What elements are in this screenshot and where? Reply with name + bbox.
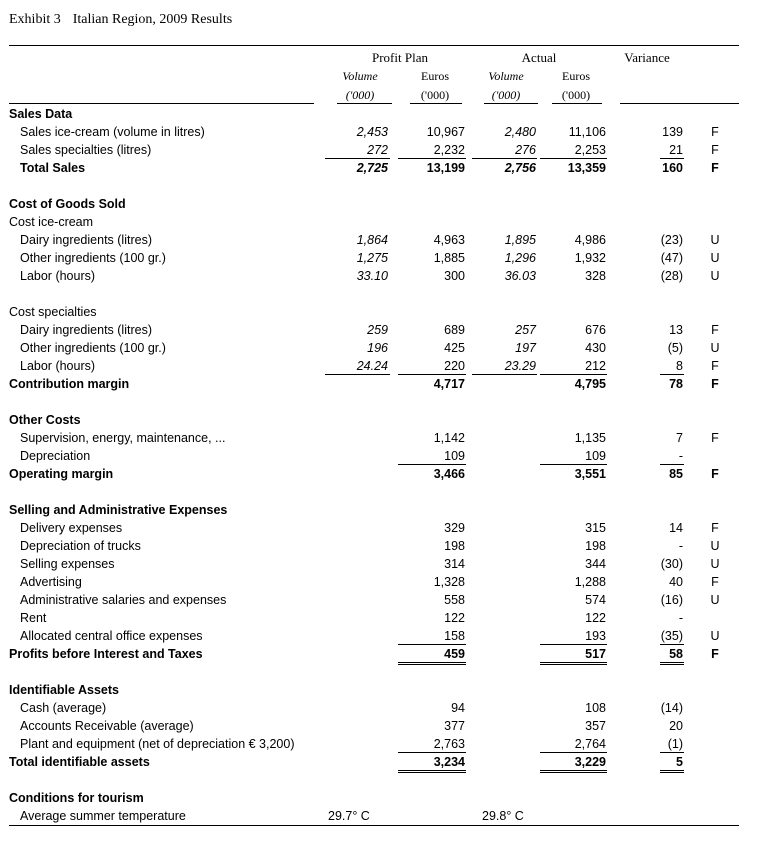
favorable-unfavorable-flag: U: [710, 557, 720, 571]
header-actual-volume-unit: ('000): [491, 88, 521, 102]
plan-euros-cell: 158: [444, 629, 465, 643]
plan-euros-cell: 4,717: [433, 377, 465, 391]
plan-euros-cell: 94: [451, 701, 465, 715]
header-actual-euros-unit: ('000): [561, 88, 591, 102]
actual-euros-cell: 517: [585, 647, 606, 661]
row-label: Labor (hours): [20, 269, 96, 283]
plan-euros-cell: 122: [444, 611, 465, 625]
favorable-unfavorable-flag: U: [710, 341, 720, 355]
row-label: Advertising: [20, 575, 82, 589]
header-plan-euros-unit: ('000): [420, 88, 450, 102]
row-label: Total identifiable assets: [9, 755, 150, 769]
header-bottom-rule: [9, 103, 314, 104]
table-row: [0, 465, 770, 483]
actual-euros-cell: 2,253: [574, 143, 606, 157]
bottom-rule: [9, 825, 739, 826]
actual-euros-cell: 344: [585, 557, 606, 571]
row-label: Sales Data: [9, 107, 73, 121]
actual-euros-cell: 122: [585, 611, 606, 625]
row-label: Accounts Receivable (average): [20, 719, 194, 733]
spacer-row: [0, 285, 770, 303]
header-plan-volume-unit: ('000): [345, 88, 375, 102]
plan-euros-cell: 3,466: [433, 467, 465, 481]
variance-cell: (47): [660, 251, 683, 265]
spacer-row: [0, 663, 770, 681]
row-label: Cash (average): [20, 701, 107, 715]
table-row: [0, 213, 770, 231]
table-row: [0, 447, 770, 465]
plan-euros-cell: 220: [444, 359, 465, 373]
favorable-unfavorable-flag: U: [710, 593, 720, 607]
actual-euros-cell: 315: [585, 521, 606, 535]
plan-euros-cell: 314: [444, 557, 465, 571]
plan-euros-cell: 2,232: [433, 143, 465, 157]
variance-cell: 78: [669, 377, 683, 391]
actual-euros-cell: 13,359: [567, 161, 606, 175]
table-row: [0, 555, 770, 573]
row-label: Total Sales: [20, 161, 86, 175]
actual-euros-cell: 3,229: [574, 755, 606, 769]
table-row: [0, 123, 770, 141]
actual-volume-cell: 1,895: [504, 233, 536, 247]
variance-cell: (16): [660, 593, 683, 607]
header-rule: [337, 103, 392, 104]
plan-euros-cell: 10,967: [426, 125, 465, 139]
section-header-row: [0, 105, 770, 123]
plan-euros-cell: 1,142: [433, 431, 465, 445]
spacer-row: [0, 771, 770, 789]
row-label: Delivery expenses: [20, 521, 123, 535]
actual-volume-cell: 23.29: [504, 359, 536, 373]
header-actual-euros: Euros: [562, 69, 590, 83]
section-header-row: [0, 789, 770, 807]
actual-volume-cell: 197: [515, 341, 536, 355]
plan-volume-cell: 33.10: [356, 269, 388, 283]
actual-temperature: 29.8° C: [482, 809, 524, 823]
header-actual: Actual: [521, 50, 557, 65]
plan-volume-cell: 24.24: [356, 359, 388, 373]
table-row: [0, 339, 770, 357]
header-rule: [410, 103, 462, 104]
row-label: Cost ice-cream: [9, 215, 94, 229]
section-header-row: [0, 681, 770, 699]
row-label: Plant and equipment (net of depreciation € 3,200): [20, 737, 295, 751]
exhibit-title: [9, 12, 232, 28]
row-label: Allocated central office expenses: [20, 629, 203, 643]
actual-euros-cell: 676: [585, 323, 606, 337]
actual-euros-cell: 4,986: [574, 233, 606, 247]
row-label: Contribution margin: [9, 377, 130, 391]
variance-cell: (30): [660, 557, 683, 571]
plan-euros-cell: 3,234: [433, 755, 465, 769]
table-row: [0, 159, 770, 177]
row-label: Dairy ingredients (litres): [20, 323, 152, 337]
plan-euros-cell: 13,199: [426, 161, 465, 175]
table-row: [0, 591, 770, 609]
row-label: Average summer temperature: [20, 809, 186, 823]
actual-volume-cell: 1,296: [504, 251, 536, 265]
plan-euros-cell: 4,963: [433, 233, 465, 247]
table-row: [0, 537, 770, 555]
actual-euros-cell: 108: [585, 701, 606, 715]
row-label: Rent: [20, 611, 47, 625]
section-header-row: [0, 411, 770, 429]
plan-euros-cell: 300: [444, 269, 465, 283]
actual-euros-cell: 430: [585, 341, 606, 355]
table-row: [0, 609, 770, 627]
row-label: Other Costs: [9, 413, 81, 427]
row-label: Administrative salaries and expenses: [20, 593, 227, 607]
favorable-unfavorable-flag: F: [711, 575, 719, 589]
plan-euros-cell: 459: [444, 647, 465, 661]
row-label: Depreciation: [20, 449, 91, 463]
variance-cell: 8: [676, 359, 683, 373]
actual-euros-cell: 574: [585, 593, 606, 607]
plan-volume-cell: 2,453: [356, 125, 388, 139]
header-profit-plan: Profit Plan: [372, 50, 428, 65]
plan-euros-cell: 2,763: [433, 737, 465, 751]
actual-euros-cell: 212: [585, 359, 606, 373]
actual-euros-cell: 4,795: [574, 377, 606, 391]
favorable-unfavorable-flag: U: [710, 539, 720, 553]
row-label: Dairy ingredients (litres): [20, 233, 152, 247]
variance-cell: -: [678, 449, 683, 463]
variance-cell: (35): [660, 629, 683, 643]
table-row: [0, 267, 770, 285]
header-actual-volume: Volume: [488, 69, 524, 83]
row-label: Profits before Interest and Taxes: [9, 647, 203, 661]
plan-euros-cell: 1,328: [433, 575, 465, 589]
favorable-unfavorable-flag: F: [711, 161, 719, 175]
favorable-unfavorable-flag: F: [711, 125, 719, 139]
row-label: Cost specialties: [9, 305, 97, 319]
table-row: [0, 519, 770, 537]
actual-euros-cell: 1,288: [574, 575, 606, 589]
section-header-row: [0, 501, 770, 519]
plan-euros-cell: 329: [444, 521, 465, 535]
actual-euros-cell: 357: [585, 719, 606, 733]
row-label: Supervision, energy, maintenance, ...: [20, 431, 226, 445]
plan-euros-cell: 109: [444, 449, 465, 463]
row-label: Selling expenses: [20, 557, 115, 571]
header-variance: Variance: [624, 50, 670, 65]
plan-euros-cell: 425: [444, 341, 465, 355]
favorable-unfavorable-flag: F: [711, 521, 719, 535]
variance-cell: -: [678, 539, 683, 553]
actual-volume-cell: 257: [515, 323, 536, 337]
table-row: [0, 735, 770, 753]
table-row: [0, 375, 770, 393]
actual-euros-cell: 1,932: [574, 251, 606, 265]
actual-euros-cell: 3,551: [574, 467, 606, 481]
plan-volume-cell: 1,275: [356, 251, 388, 265]
exhibit-number: Exhibit 3: [9, 12, 61, 27]
table-row: [0, 573, 770, 591]
favorable-unfavorable-flag: U: [710, 269, 720, 283]
row-label: Other ingredients (100 gr.): [20, 341, 166, 355]
plan-volume-cell: 196: [367, 341, 388, 355]
favorable-unfavorable-flag: U: [710, 251, 720, 265]
row-label: Sales ice-cream (volume in litres): [20, 125, 205, 139]
row-label: Depreciation of trucks: [20, 539, 141, 553]
plan-temperature: 29.7° C: [328, 809, 370, 823]
variance-cell: (28): [660, 269, 683, 283]
table-row: [0, 321, 770, 339]
actual-euros-cell: 198: [585, 539, 606, 553]
variance-cell: -: [678, 611, 683, 625]
favorable-unfavorable-flag: F: [711, 647, 719, 661]
row-label: Operating margin: [9, 467, 114, 481]
plan-euros-cell: 198: [444, 539, 465, 553]
row-label: Labor (hours): [20, 359, 96, 373]
actual-volume-cell: 2,480: [504, 125, 536, 139]
plan-euros-cell: 558: [444, 593, 465, 607]
variance-cell: (23): [660, 233, 683, 247]
favorable-unfavorable-flag: F: [711, 377, 719, 391]
top-rule: [9, 45, 739, 46]
actual-euros-cell: 11,106: [568, 125, 606, 139]
table-row: [0, 753, 770, 771]
variance-cell: (5): [667, 341, 683, 355]
header-bottom-rule: [620, 103, 739, 104]
favorable-unfavorable-flag: F: [711, 143, 719, 157]
table-row: [0, 429, 770, 447]
header-rule: [484, 103, 538, 104]
variance-cell: (1): [667, 737, 683, 751]
actual-euros-cell: 328: [585, 269, 606, 283]
actual-euros-cell: 193: [585, 629, 606, 643]
actual-euros-cell: 2,764: [574, 737, 606, 751]
variance-cell: 40: [669, 575, 683, 589]
plan-euros-cell: 1,885: [433, 251, 465, 265]
variance-cell: 139: [662, 125, 683, 139]
table-row: [0, 141, 770, 159]
table-row: [0, 357, 770, 375]
actual-volume-cell: 2,756: [504, 161, 536, 175]
actual-volume-cell: 276: [515, 143, 536, 157]
exhibit-caption: Italian Region, 2009 Results: [72, 12, 233, 27]
variance-cell: (14): [660, 701, 683, 715]
header-plan-euros: Euros: [421, 69, 449, 83]
table-row: [0, 699, 770, 717]
actual-euros-cell: 1,135: [574, 431, 606, 445]
table-row: [0, 645, 770, 663]
spacer-row: [0, 393, 770, 411]
actual-volume-cell: 36.03: [504, 269, 536, 283]
row-label: Identifiable Assets: [9, 683, 119, 697]
variance-cell: 13: [669, 323, 683, 337]
table-row: [0, 717, 770, 735]
favorable-unfavorable-flag: F: [711, 431, 719, 445]
plan-volume-cell: 259: [367, 323, 388, 337]
row-label: Sales specialties (litres): [20, 143, 152, 157]
row-label: Selling and Administrative Expenses: [9, 503, 228, 517]
favorable-unfavorable-flag: F: [711, 467, 719, 481]
spacer-row: [0, 483, 770, 501]
variance-cell: 7: [676, 431, 683, 445]
plan-volume-cell: 272: [367, 143, 388, 157]
table-row: [0, 231, 770, 249]
row-label: Conditions for tourism: [9, 791, 144, 805]
variance-cell: 85: [669, 467, 683, 481]
actual-euros-cell: 109: [585, 449, 606, 463]
section-header-row: [0, 195, 770, 213]
row-label: Other ingredients (100 gr.): [20, 251, 166, 265]
row-label: Cost of Goods Sold: [9, 197, 126, 211]
plan-euros-cell: 689: [444, 323, 465, 337]
table-row: [0, 627, 770, 645]
favorable-unfavorable-flag: F: [711, 359, 719, 373]
variance-cell: 20: [669, 719, 683, 733]
variance-cell: 58: [669, 647, 683, 661]
header-rule: [552, 103, 602, 104]
header-plan-volume: Volume: [342, 69, 378, 83]
favorable-unfavorable-flag: U: [710, 629, 720, 643]
table-row: [0, 303, 770, 321]
variance-cell: 160: [662, 161, 683, 175]
plan-volume-cell: 1,864: [356, 233, 388, 247]
variance-cell: 5: [676, 755, 683, 769]
spacer-row: [0, 177, 770, 195]
variance-cell: 21: [669, 143, 683, 157]
variance-cell: 14: [669, 521, 683, 535]
favorable-unfavorable-flag: F: [711, 323, 719, 337]
table-row: [0, 249, 770, 267]
plan-euros-cell: 377: [444, 719, 465, 733]
favorable-unfavorable-flag: U: [710, 233, 720, 247]
plan-volume-cell: 2,725: [356, 161, 388, 175]
table-row: [0, 807, 770, 825]
